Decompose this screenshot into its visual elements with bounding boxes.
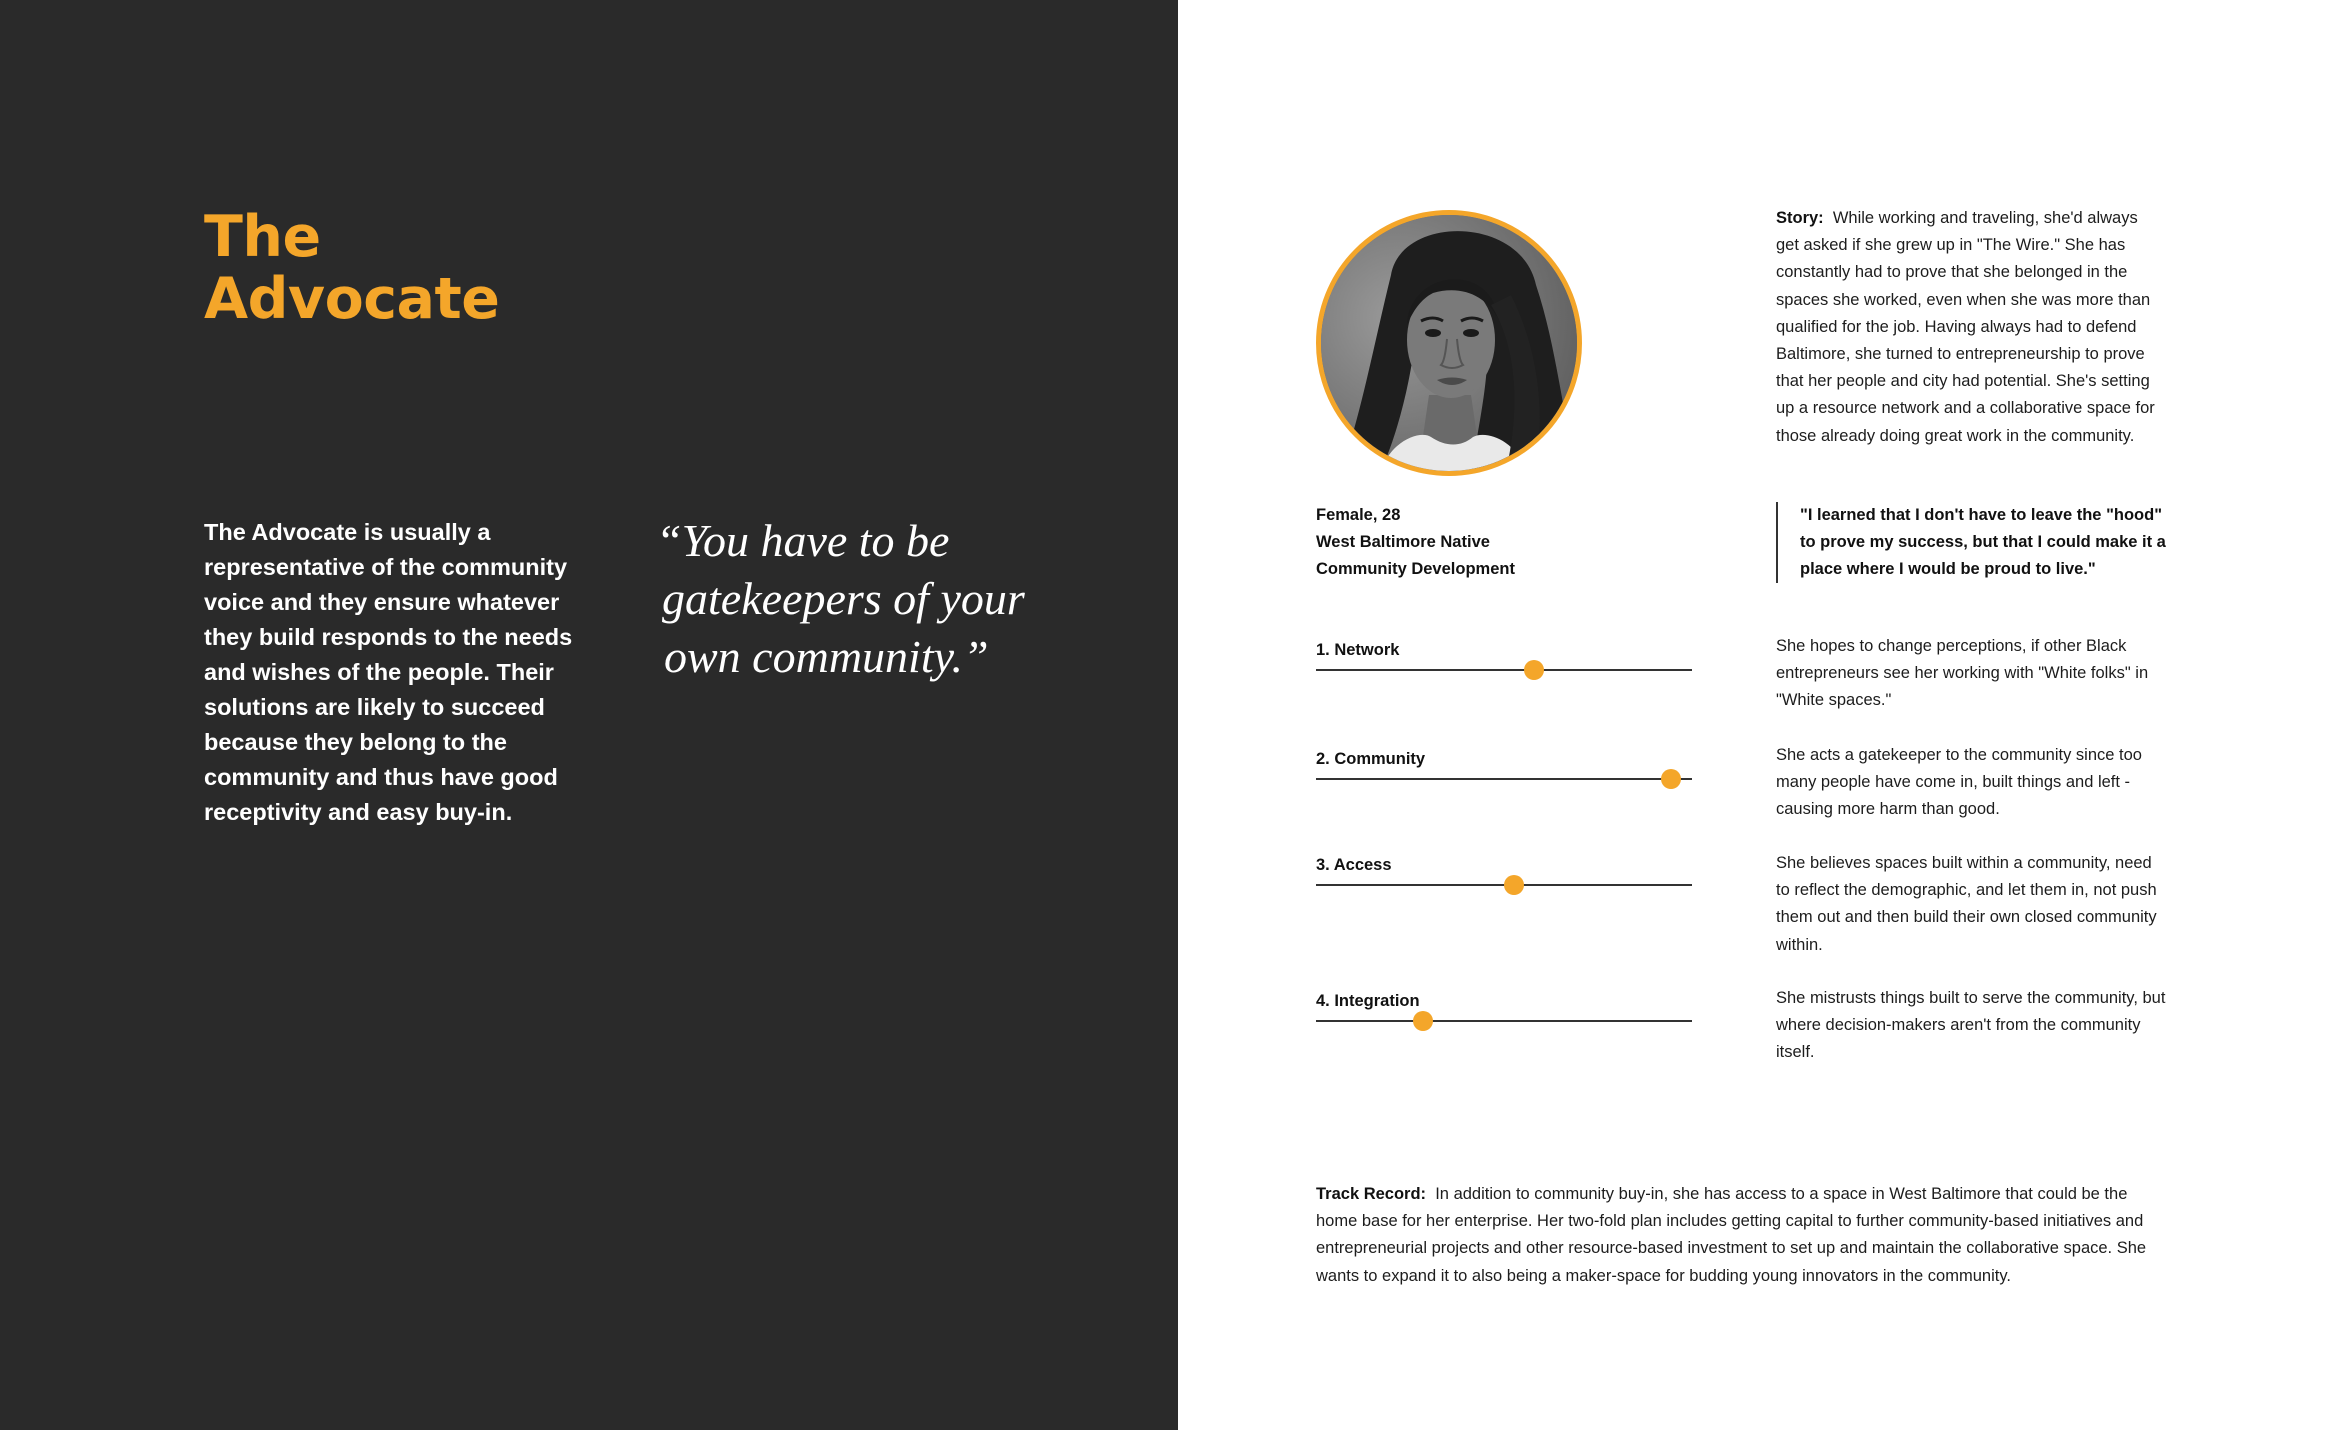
pull-quote-line-2: gatekeepers of your: [662, 573, 1025, 624]
slider-knob-network[interactable]: [1524, 660, 1544, 680]
slider-knob-integration[interactable]: [1413, 1011, 1433, 1031]
pull-quote-line-1: “You have to be: [656, 515, 950, 566]
slider-network[interactable]: [1316, 658, 1692, 682]
metric-text-community: She acts a gatekeeper to the community since too many people have come in, built things and left - causing more harm than good.: [1776, 746, 2142, 819]
track-record-label: Track Record:: [1316, 1185, 1427, 1203]
slider-knob-community[interactable]: [1661, 769, 1681, 789]
metric-label-community: 2. Community: [1316, 750, 1426, 768]
metric-label-access: 3. Access: [1316, 856, 1392, 874]
profile-info: [1316, 502, 1515, 583]
metric-label-network: 1. Network: [1316, 641, 1400, 659]
title-line-1: The: [204, 204, 321, 270]
title-line-2: Advocate: [204, 266, 500, 332]
story-text: While working and traveling, she'd always get asked if she grew up in "The Wire." She has constantly had to prove that she belonged in the spaces she worked, even when she was more than qualified for the job. Having always had to defend Baltimore, she turned to entrepreneurship to prove that her people and city had potential. She's setting up a resource network and a collaborative space for those already doing great work in the community.: [1776, 209, 2155, 445]
intro-paragraph: The Advocate is usually a representative of the community voice and they ensure whatever they build responds to the needs and wishes of the people. Their solutions are likely to succeed because they belong to the community and thus have good receptivity and easy buy-in.: [204, 519, 573, 825]
slider-community[interactable]: [1316, 767, 1692, 791]
slider-track: [1316, 778, 1692, 780]
metric-label-integration: 4. Integration: [1316, 992, 1420, 1010]
pull-quote-line-3: own community.”: [664, 631, 989, 682]
page-title: [204, 206, 499, 330]
slider-integration[interactable]: [1316, 1009, 1692, 1033]
story-label: Story:: [1776, 209, 1824, 227]
portrait-avatar: [1316, 210, 1582, 476]
metric-text-access: She believes spaces built within a community, need to reflect the demographic, and let them in, not push them out and then build their own closed community within.: [1776, 854, 2157, 954]
profile-gender-age: Female, 28: [1316, 506, 1401, 524]
metric-text-network: She hopes to change perceptions, if other Black entrepreneurs see her working with "White folks" in "White spaces.": [1776, 637, 2149, 710]
slider-track: [1316, 669, 1692, 671]
profile-field: Community Development: [1316, 560, 1515, 578]
profile-origin: West Baltimore Native: [1316, 533, 1490, 551]
pull-quote: [656, 512, 1056, 686]
portrait-photo-icon: [1321, 215, 1577, 471]
slider-track: [1316, 1020, 1692, 1022]
story-paragraph: [1776, 205, 2164, 450]
slider-access[interactable]: [1316, 873, 1692, 897]
track-record-text: In addition to community buy-in, she has access to a space in West Baltimore that could be the home base for her enterprise. Her two-fold plan includes getting capital to further community-based initiatives and entrepreneurial projects and other resource-based investment to set up and maintain the collaborative space. She wants to expand it to also being a maker-space for budding young innovators in the community.: [1316, 1185, 2147, 1285]
metric-text-integration: She mistrusts things built to serve the community, but where decision-makers aren't from the community itself.: [1776, 989, 2166, 1062]
persona-quote: "I learned that I don't have to leave the "hood" to prove my success, but that I could make it a place where I would be proud to live.": [1776, 502, 2166, 583]
slider-knob-access[interactable]: [1504, 875, 1524, 895]
track-record-paragraph: [1316, 1181, 2156, 1290]
